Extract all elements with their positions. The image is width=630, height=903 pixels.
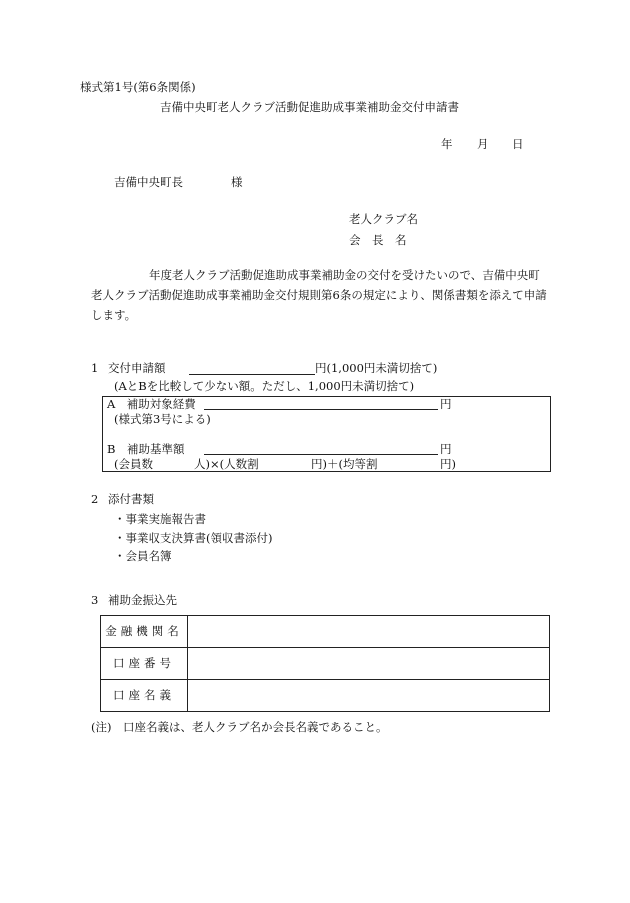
account-number-label: 口座番号	[101, 648, 188, 680]
section3-number: 3	[91, 593, 99, 607]
b-formula-end: 円)	[440, 457, 456, 471]
b-unit: 円	[440, 442, 452, 456]
club-name-label: 老人クラブ名	[349, 212, 418, 226]
addressee-honorific: 様	[231, 175, 243, 189]
footnote: (注) 口座名義は、老人クラブ名か会長名義であること。	[91, 720, 388, 734]
a-note: (様式第3号による)	[114, 412, 211, 426]
table-row	[101, 616, 550, 648]
a-label: A 補助対象経費	[107, 397, 196, 411]
b-formula-per-person: 人)×(人数割	[194, 457, 259, 471]
body-line-3: します。	[91, 308, 137, 322]
bank-transfer-table	[100, 615, 550, 712]
table-row	[101, 680, 550, 712]
bank-name-label: 金融機関名	[101, 616, 188, 648]
form-id: 様式第1号(第6条関係)	[80, 80, 196, 94]
a-unit: 円	[440, 397, 452, 411]
body-line-2: 老人クラブ活動促進助成事業補助金交付規則第6条の規定により、関係書類を添えて申請	[91, 288, 547, 302]
attachment-item: ・事業収支決算書(領収書添付)	[114, 531, 273, 545]
section1-label: 交付申請額	[108, 361, 166, 375]
addressee-name: 吉備中央町長	[114, 175, 183, 189]
a-blank-line[interactable]	[204, 409, 438, 410]
section2-number: 2	[91, 492, 99, 506]
account-number-field[interactable]	[188, 648, 550, 680]
section2-label: 添付書類	[108, 492, 154, 506]
attachment-item: ・会員名簿	[114, 549, 172, 563]
chair-name-label: 会 長 名	[349, 233, 407, 247]
section1-suffix: 円(1,000円未満切捨て)	[315, 361, 438, 375]
section1-note: (AとBを比較して少ない額。ただし、1,000円未満切捨て)	[114, 379, 415, 393]
b-label: B 補助基準額	[107, 442, 185, 456]
table-row	[101, 648, 550, 680]
b-formula-members: (会員数	[114, 457, 153, 471]
section3-label: 補助金振込先	[108, 593, 177, 607]
bank-name-field[interactable]	[188, 616, 550, 648]
section1-number: 1	[91, 361, 99, 375]
date-year: 年	[441, 137, 453, 151]
attachment-item: ・事業実施報告書	[114, 512, 206, 526]
b-formula-flat-rate: 円)＋(均等割	[311, 457, 378, 471]
date-day: 日	[512, 137, 524, 151]
amount-blank-line[interactable]	[189, 374, 315, 375]
document-title: 吉備中央町老人クラブ活動促進助成事業補助金交付申請書	[160, 100, 459, 114]
body-line-1: 年度老人クラブ活動促進助成事業補助金の交付を受けたいので、吉備中央町	[149, 268, 540, 282]
date-month: 月	[477, 137, 489, 151]
b-blank-line[interactable]	[204, 454, 438, 455]
account-holder-field[interactable]	[188, 680, 550, 712]
account-holder-label: 口座名義	[101, 680, 188, 712]
